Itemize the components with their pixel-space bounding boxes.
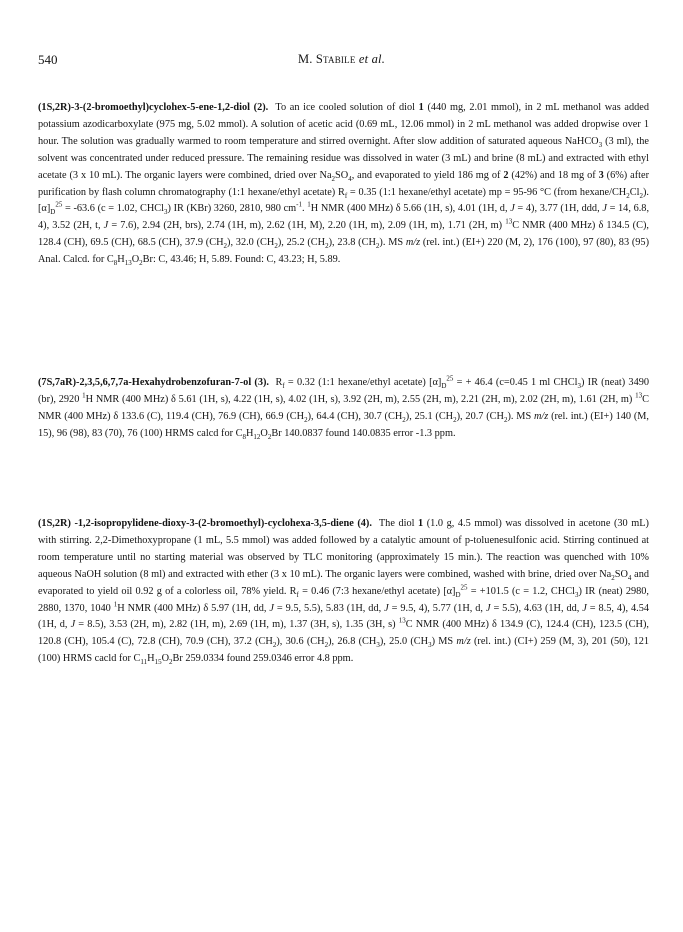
body-text: = 9.5, 5.5), 5.83 (1H, dd, <box>273 602 385 614</box>
subscript: 2 <box>503 415 508 424</box>
body-text: ), 64.4 (CH), 30.7 (CH <box>307 410 403 422</box>
subscript: 2 <box>274 242 278 251</box>
subscript: 3 <box>164 208 168 217</box>
compound-title: (1S,2R)-3-(2-bromoethyl)cyclohex-5-ene-1,2-diol (2). <box>38 102 269 113</box>
body-text: . <box>302 203 308 215</box>
body-text: (1.0 g, 4.5 mmol) was dissolved in acetone (30 mL) with stirring. 2,2-Dimethoxypropane (1 mL, 5.5 mmol) was added followed by a catalytic amount of p-toluenesulfonic acid. Stirring continued at room temperature until no starting material was observed by TLC monitoring (approximately 15 min.). The reaction was quenched with 10% aqueous NaOH solution (8 ml) and extracted with ether (3 x 10 mL). The organic layers were combined, washed with brine, dried over Na <box>38 518 649 580</box>
superscript: 13 <box>635 391 643 400</box>
body-text: H <box>117 254 125 266</box>
subscript: 15 <box>154 658 162 667</box>
body-text: = 5.5), 4.63 (1H, dd, <box>490 602 583 614</box>
body-text: H NMR (400 MHz) δ 5.66 (1H, s), 4.01 (1H, d, <box>310 203 511 215</box>
compound-entry-2 <box>38 100 649 269</box>
superscript: 1 <box>113 600 118 609</box>
body-text: ), 30.6 (CH <box>276 636 325 648</box>
body-text: = 0.46 (7:3 hexane/ethyl acetate) [α] <box>298 585 456 597</box>
body-text: SO <box>335 169 349 181</box>
subscript: 2 <box>139 259 143 268</box>
body-text: The diol <box>378 518 419 529</box>
body-text: H <box>245 427 254 439</box>
compound-ref: 3 <box>598 169 604 181</box>
body-text: ). MS <box>507 410 534 422</box>
subscript: 2 <box>304 415 308 424</box>
subscript: 2 <box>331 174 336 183</box>
superscript: 25 <box>446 374 454 383</box>
page-number: 540 <box>38 52 58 67</box>
superscript: -1 <box>296 201 302 210</box>
body-text: = + 46.4 (c=0.45 1 ml CHCl <box>453 377 578 388</box>
italic-symbol: J <box>582 602 587 614</box>
italic-symbol: J <box>70 619 76 631</box>
running-head <box>0 52 683 67</box>
subscript: D <box>455 590 461 599</box>
body-text: ), 23.8 (CH <box>328 237 376 249</box>
compound-ref: 2 <box>503 169 509 181</box>
running-head-surname: Stabile <box>315 52 356 66</box>
subscript: 2 <box>626 191 630 200</box>
subscript: 2 <box>223 242 228 251</box>
compound-entry-4 <box>38 516 649 668</box>
subscript: 2 <box>453 415 457 424</box>
body-text: SO <box>614 568 628 580</box>
body-text: ) IR (neat) 2980, 2880, 1370, 1040 <box>38 585 649 614</box>
body-text: Cl <box>629 186 640 198</box>
body-text: (3 ml), the solvent was concentrated under reduced pressure. The remaining residue was dissolved in water (3 mL) and brine (8 mL) and extracted with ethyl acetate (3 x 10 mL). The organic layers were combined, dried over Na <box>38 135 649 181</box>
body-text: C NMR (400 MHz) δ 133.6 (C), 119.4 (CH), 76.9 (CH), 66.9 (CH <box>38 393 649 422</box>
subscript: 2 <box>639 191 643 200</box>
body-text: H NMR (400 MHz) δ 5.61 (1H, s), 4.22 (1H, s), 4.02 (1H, s), 3.92 (2H, m), 2.55 (2H, m), 2.21 (2H, m), 2.02 (2H, m), 1.61 (2H, m) <box>85 393 636 405</box>
body-text: = 8.5), 3.53 (2H, m), 2.82 (1H, m), 2.69 (1H, m), 1.37 (3H, s), 1.35 (3H, s) <box>75 619 399 631</box>
body-text: H NMR (400 MHz) δ 5.97 (1H, dd, <box>117 602 270 614</box>
compound-title: (1S,2R) -1,2-isopropylidene-dioxy-3-(2-bromoethyl)-cyclohexa-3,5-diene (4). <box>38 518 372 529</box>
subscript: 2 <box>402 415 406 424</box>
body-text: (6%) after purification by flash column chromatography (1:1 hexane/ethyl acetate) R <box>38 169 650 198</box>
body-text: ), 26.8 (CH <box>328 636 377 648</box>
italic-symbol: m/z <box>456 636 471 648</box>
subscript: 2 <box>324 641 329 650</box>
body-text: ) IR (KBr) 3260, 2810, 980 cm <box>167 203 297 215</box>
body-text: ) MS <box>431 636 457 648</box>
body-text: = +101.5 (c = 1.2, CHCl <box>467 585 575 597</box>
italic-symbol: J <box>103 220 109 232</box>
subscript: 11 <box>140 658 148 667</box>
italic-symbol: m/z <box>405 237 421 249</box>
subscript: 3 <box>577 382 581 391</box>
italic-symbol: m/z <box>533 410 549 422</box>
body-text: ). [α] <box>38 186 649 215</box>
body-text: (42%) and 18 mg of <box>508 169 599 181</box>
subscript: D <box>441 382 447 391</box>
body-text: Br: C, 43.46; H, 5.89. Found: C, 43.23; H, 5.89. <box>142 254 341 266</box>
body-text: (rel. int.) (EI+) 140 (M, 15), 96 (98), 83 (70), 76 (100) HRMS calcd for C <box>38 410 649 439</box>
subscript: 3 <box>376 641 380 650</box>
body-text: = 14, 6.8, 4), 3.52 (2H, t, <box>38 203 650 232</box>
subscript: 2 <box>325 242 329 251</box>
subscript: 2 <box>375 242 380 251</box>
body-text: O <box>161 653 170 665</box>
body-text: = 0.32 (1:1 hexane/ethyl acetate) [α] <box>284 377 442 388</box>
subscript: f <box>282 382 285 391</box>
body-text: ) IR (neat) 3490 (br), 2920 <box>38 377 650 405</box>
body-text: ), 20.7 (CH <box>456 410 504 422</box>
compound-ref: 1 <box>418 102 424 113</box>
body-text: C NMR (400 MHz) δ 134.5 (C), 128.4 (CH), 69.5 (CH), 68.5 (CH), 37.9 (CH <box>38 220 649 249</box>
italic-symbol: J <box>384 602 389 614</box>
subscript: 4 <box>348 174 352 183</box>
body-text: = 9.5, 4), 5.77 (1H, d, <box>388 602 486 614</box>
body-text: Br 259.0334 found 259.0346 error 4.8 ppm. <box>172 653 354 665</box>
subscript: 3 <box>428 641 432 650</box>
subscript: 13 <box>124 259 132 268</box>
subscript: D <box>50 208 56 217</box>
body-text: = -63.6 (c = 1.02, CHCl <box>62 203 164 215</box>
compound-ref: 1 <box>418 518 424 529</box>
subscript: 8 <box>113 259 118 268</box>
subscript: 3 <box>598 140 603 149</box>
body-text: = 8.5, 4), 4.54 (1H, d, <box>38 602 649 631</box>
subscript: 4 <box>627 573 632 582</box>
body-text: (440 mg, 2.01 mmol), in 2 mL methanol was added potassium azodicarboxylate (975 mg, 5.02 mmol). A solution of acetic acid (0.69 mL, 12.06 mmol) in 2 mL methanol was added dropwise over 1 hour. The solution was gradually warmed to room temperature and stirred overnight. After slow addition of saturated aqueous NaHCO <box>38 102 650 147</box>
superscript: 25 <box>460 583 468 592</box>
body-text: and evaporated to yield oil 0.92 g of a colorless oil, 78% yield. R <box>38 568 649 597</box>
superscript: 13 <box>398 617 406 626</box>
body-text: = 7.6), 2.94 (2H, brs), 2.74 (1H, m), 2.62 (1H, M), 2.20 (1H, m), 2.09 (1H, m), 1.71 (2H, m) <box>108 220 506 232</box>
running-head-etal: et al. <box>358 52 386 66</box>
subscript: 2 <box>272 641 277 650</box>
body-text: ), 25.2 (CH <box>277 237 326 249</box>
body-text: Br 140.0837 found 140.0835 error -1.3 ppm. <box>271 427 456 439</box>
body-text: ), 32.0 (CH <box>227 237 275 249</box>
body-text: (rel. int.) (EI+) 220 (M, 2), 176 (100), 97 (80), 83 (95) Anal. Calcd. for C <box>38 237 650 266</box>
body-text: ), 25.1 (CH <box>405 410 454 422</box>
compound-title: (7S,7aR)-2,3,5,6,7,7a-Hexahydrobenzofuran-7-ol (3). <box>38 377 269 388</box>
body-text: C NMR (400 MHz) δ 134.9 (C), 124.4 (CH), 123.5 (CH), 120.8 (CH), 105.4 (C), 72.8 (CH), 70.9 (CH), 37.2 (CH <box>38 619 649 648</box>
italic-symbol: J <box>485 602 491 614</box>
page-header <box>0 52 683 70</box>
superscript: 1 <box>307 201 311 210</box>
compound-entry-3 <box>38 375 649 443</box>
superscript: 1 <box>82 391 86 400</box>
body-text: ), 25.0 (CH <box>379 636 429 648</box>
body-text: ). MS <box>379 237 406 249</box>
superscript: 25 <box>55 201 63 210</box>
body-text: , and evaporated to yield 186 mg of <box>351 169 504 181</box>
subscript: 2 <box>267 432 272 441</box>
body-text: O <box>260 427 268 439</box>
subscript: f <box>344 191 348 200</box>
body-text: R <box>275 377 283 388</box>
subscript: 2 <box>169 658 173 667</box>
body-text: (rel. int.) (CI+) 259 (M, 3), 201 (50), 121 (100) HRMS cacld for C <box>38 636 649 665</box>
subscript: 12 <box>253 432 261 441</box>
body-text: = 0.35 (1:1 hexane/ethyl acetate) mp = 95-96 °C (from hexane/CH <box>347 186 627 198</box>
body-text: H <box>147 653 155 665</box>
body-text: O <box>131 254 140 266</box>
running-head-initial: M. <box>297 52 316 66</box>
subscript: 2 <box>611 573 615 582</box>
italic-symbol: J <box>510 203 515 215</box>
subscript: 3 <box>574 590 579 599</box>
subscript: 8 <box>242 432 246 441</box>
italic-symbol: J <box>269 602 274 614</box>
subscript: f <box>296 590 299 599</box>
superscript: 13 <box>505 217 513 226</box>
italic-symbol: J <box>602 203 607 215</box>
body-text: To an ice cooled solution of diol <box>275 102 419 113</box>
body-text: = 4), 3.77 (1H, ddd, <box>514 203 603 215</box>
